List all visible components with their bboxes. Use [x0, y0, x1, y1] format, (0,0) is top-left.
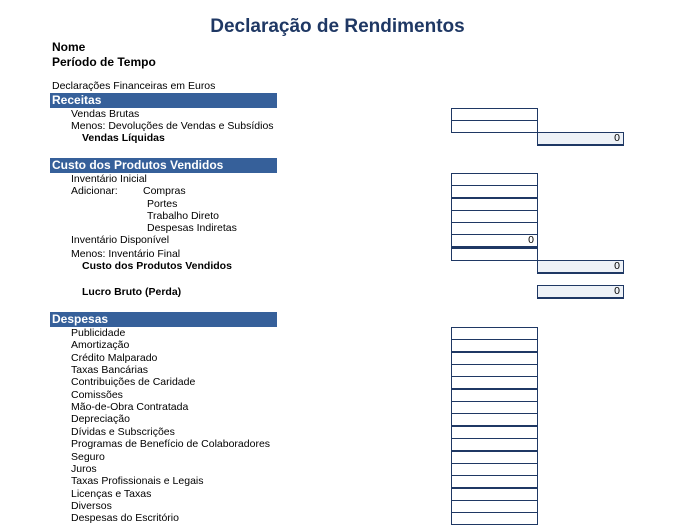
section-despesas-header: Despesas: [50, 312, 277, 327]
despesa-item-input[interactable]: [451, 339, 538, 352]
despesa-item-label: Dívidas e Subscrições: [71, 426, 175, 438]
despesa-item-input[interactable]: [451, 438, 538, 451]
lucro-bruto-label: Lucro Bruto (Perda): [82, 286, 182, 298]
despesa-item-label: Programas de Benefício de Colaboradores: [71, 438, 271, 450]
vendas-liquidas-label: Vendas Líquidas: [82, 132, 165, 144]
compras-input[interactable]: [451, 185, 538, 198]
despesa-item-input[interactable]: [451, 475, 538, 488]
vendas-liquidas-value: 0: [614, 132, 620, 144]
custo-total-box: [537, 260, 624, 274]
despesa-item-label: Licenças e Taxas: [71, 488, 152, 500]
devolucoes-label: Menos: Devoluções de Vendas e Subsídios: [71, 120, 274, 132]
compras-label: Compras: [143, 185, 186, 197]
despesa-item-label: Depreciação: [71, 413, 130, 425]
despesa-item-label: Taxas Bancárias: [71, 364, 149, 376]
despesa-item-label: Juros: [71, 463, 97, 475]
despesa-item-label: Taxas Profissionais e Legais: [71, 475, 204, 487]
lucro-bruto-value: 0: [614, 285, 620, 297]
despesa-item-input[interactable]: [451, 413, 538, 426]
despesas-indiretas-label: Despesas Indiretas: [147, 222, 237, 234]
despesa-item-label: Comissões: [71, 389, 123, 401]
despesa-item-label: Diversos: [71, 500, 112, 512]
despesa-item-label: Crédito Malparado: [71, 352, 158, 364]
vendas-brutas-label: Vendas Brutas: [71, 108, 140, 120]
name-label: Nome: [52, 40, 86, 54]
inventario-final-label: Menos: Inventário Final: [71, 248, 181, 260]
vendas-liquidas-total: [537, 132, 624, 146]
custo-total-value: 0: [614, 260, 620, 272]
period-label: Período de Tempo: [52, 55, 156, 69]
portes-label: Portes: [147, 198, 178, 210]
lucro-bruto-box: [537, 285, 624, 299]
adicionar-label: Adicionar:: [71, 185, 118, 197]
inventario-inicial-label: Inventário Inicial: [71, 173, 147, 185]
section-custo-header: Custo dos Produtos Vendidos: [50, 158, 277, 173]
inventario-final-input[interactable]: [451, 248, 538, 261]
custo-total-label: Custo dos Produtos Vendidos: [82, 260, 232, 272]
despesa-item-label: Seguro: [71, 451, 105, 463]
despesa-item-label: Mão-de-Obra Contratada: [71, 401, 189, 413]
trabalho-direto-label: Trabalho Direto: [147, 210, 219, 222]
despesa-item-input[interactable]: [451, 512, 538, 525]
despesa-item-label: Amortização: [71, 339, 130, 351]
despesa-item-input[interactable]: [451, 376, 538, 389]
section-receitas-header: Receitas: [50, 93, 277, 108]
inventario-disponivel-total: [451, 234, 538, 248]
despesa-item-label: Despesas do Escritório: [71, 512, 179, 524]
currency-note: Declarações Financeiras em Euros: [52, 80, 216, 92]
devolucoes-input[interactable]: [451, 120, 538, 133]
despesa-item-label: Contribuições de Caridade: [71, 376, 196, 388]
inventario-disponivel-label: Inventário Disponível: [71, 234, 170, 246]
page-title: Declaração de Rendimentos: [210, 16, 465, 37]
despesa-item-label: Publicidade: [71, 327, 126, 339]
inventario-disponivel-value: 0: [528, 234, 534, 246]
